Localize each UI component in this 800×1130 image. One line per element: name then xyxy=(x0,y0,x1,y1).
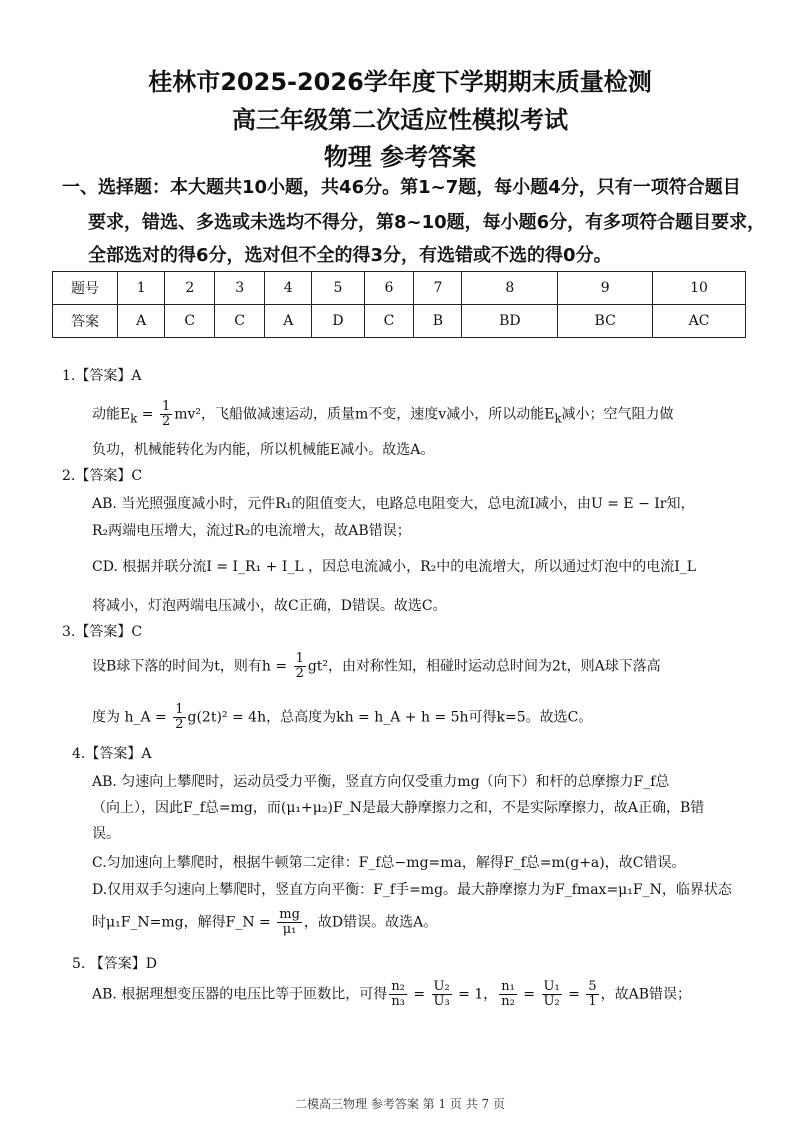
q3-explanation-line2 xyxy=(92,703,752,732)
table-cell: 10 xyxy=(653,272,746,305)
q5-explanation-line1 xyxy=(92,980,752,1009)
answer-row xyxy=(53,305,746,338)
fraction-numerator: n₂ xyxy=(391,979,405,994)
q4-explanation-line5: D.仅用双手匀速向上攀爬时，竖直方向平衡：F_f手=mg。最大静摩擦力为F_fmax=μ₁F_N，临界状态 xyxy=(92,882,732,898)
text: 设B球下落的时间为t，则有h = xyxy=(92,658,292,675)
q4-explanation-line3: 误。 xyxy=(92,826,120,842)
fraction xyxy=(586,980,598,1009)
q2-explanation-line3: CD. 根据并联分流I = I_R₁ + I_L ，因总电流减小，R₂中的电流增大，所以通过灯泡中的电流I_L xyxy=(92,559,697,575)
fraction-denominator: 2 xyxy=(161,414,171,429)
q4-answer-label: 4.【答案】A xyxy=(72,746,152,762)
q4-explanation-line1: AB. 匀速向上攀爬时，运动员受力平衡，竖直方向仅受重力mg（向下）和杆的总摩擦力F_f总 xyxy=(92,774,670,790)
text: mv²，飞船做减速运动，质量m不变，速度v减小，所以动能E xyxy=(174,406,555,423)
table-cell: B xyxy=(414,305,462,338)
q2-explanation-line4: 将减小，灯泡两端电压减小，故C正确，D错误。故选C。 xyxy=(92,598,447,614)
answer-table xyxy=(52,271,746,338)
table-cell: BC xyxy=(558,305,653,338)
table-cell: 1 xyxy=(118,272,165,305)
table-cell: C xyxy=(215,305,265,338)
fraction-denominator: n₂ xyxy=(501,994,515,1009)
table-cell: AC xyxy=(653,305,746,338)
text: = xyxy=(137,406,158,423)
text: = xyxy=(408,986,430,1003)
fraction-numerator: U₂ xyxy=(433,979,450,994)
answer-key-title: 物理 参考答案 xyxy=(323,143,477,171)
fraction xyxy=(499,980,517,1009)
fraction xyxy=(389,980,407,1009)
table-cell: 7 xyxy=(414,272,462,305)
table-cell: 9 xyxy=(558,272,653,305)
fraction-numerator: mg xyxy=(279,907,300,922)
fraction xyxy=(160,400,172,429)
text: g(2t)² = 4h，总高度为kh = h_A + h = 5h可得k=5。故选C。 xyxy=(187,709,593,726)
table-cell: C xyxy=(165,305,215,338)
text: gt²，由对称性知，相碰时运动总时间为2t，则A球下落高 xyxy=(307,658,661,675)
table-cell: 3 xyxy=(215,272,265,305)
fraction-numerator: U₁ xyxy=(543,979,560,994)
table-cell: 2 xyxy=(165,272,215,305)
table-cell: C xyxy=(364,305,414,338)
q4-explanation-line4: C.匀加速向上攀爬时，根据牛顿第二定律：F_f总−mg=ma，解得F_f总=m(g+a)，故C错误。 xyxy=(92,855,686,871)
page-footer: 二模高三物理 参考答案 第 1 页 共 7 页 xyxy=(295,1097,505,1111)
fraction-numerator: 1 xyxy=(175,702,184,717)
subscript: k xyxy=(130,411,138,426)
fraction-denominator: 2 xyxy=(295,666,304,681)
q2-answer-label: 2.【答案】C xyxy=(62,468,143,484)
q3-answer-label: 3.【答案】C xyxy=(62,624,143,640)
q2-explanation-line2: R₂两端电压增大，流过R₂的电流增大，故AB错误； xyxy=(92,523,411,539)
fraction-numerator: n₁ xyxy=(501,979,515,994)
table-cell: D xyxy=(312,305,364,338)
table-cell: 4 xyxy=(265,272,312,305)
q5-answer-label: 5. 【答案】D xyxy=(72,956,158,972)
q3-explanation-line1 xyxy=(92,652,752,681)
fraction-denominator: μ₁ xyxy=(282,922,297,937)
q1-explanation-line1 xyxy=(92,400,752,429)
q4-explanation-line6 xyxy=(92,908,752,937)
fraction-denominator: 1 xyxy=(588,994,597,1009)
row-label-number: 题号 xyxy=(53,272,118,305)
table-cell: A xyxy=(118,305,165,338)
text: 动能E xyxy=(92,406,131,423)
fraction xyxy=(294,652,306,681)
text: = xyxy=(518,986,540,1003)
question-number-row xyxy=(53,272,746,305)
fraction-numerator: 1 xyxy=(295,651,304,666)
fraction-denominator: n₃ xyxy=(391,994,405,1009)
row-label-answer: 答案 xyxy=(53,305,118,338)
fraction xyxy=(277,908,302,937)
subscript: k xyxy=(554,411,562,426)
fraction-denominator: 2 xyxy=(175,717,184,732)
exam-subtitle: 高三年级第二次适应性模拟考试 xyxy=(232,106,568,134)
fraction xyxy=(432,980,452,1009)
text: = xyxy=(563,986,585,1003)
q1-answer-label: 1.【答案】A xyxy=(62,368,142,384)
q2-explanation-line1: AB. 当光照强度减小时，元件R₁的阻值变大，电路总电阻变大，总电流I减小，由U = E − Ir知， xyxy=(92,496,695,512)
section-instructions-line1: 一、选择题：本大题共10小题，共46分。第1~7题，每小题4分，只有一项符合题目 xyxy=(62,177,741,198)
table-cell: 8 xyxy=(462,272,558,305)
text: = 1， xyxy=(453,986,498,1003)
text: 时μ₁F_N=mg，解得F_N = xyxy=(92,914,276,931)
fraction xyxy=(173,703,185,732)
text: 度为 h_A = xyxy=(92,709,172,726)
exam-title: 桂林市2025-2026学年度下学期期末质量检测 xyxy=(148,68,652,96)
q4-explanation-line2: （向上），因此F_f总=mg，而(μ₁+μ₂)F_N是最大静摩擦力之和，不是实际摩擦力，故A正确，B错 xyxy=(92,800,705,816)
table-cell: 6 xyxy=(364,272,414,305)
fraction-numerator: 5 xyxy=(588,979,597,994)
table-cell: 5 xyxy=(312,272,364,305)
section-instructions-line3: 全部选对的得6分，选对但不全的得3分，有选错或不选的得0分。 xyxy=(88,245,612,266)
text: 减小；空气阻力做 xyxy=(561,406,674,423)
fraction-denominator: U₂ xyxy=(543,994,560,1009)
table-cell: A xyxy=(265,305,312,338)
text: ，故D错误。故选A。 xyxy=(303,914,438,931)
fraction xyxy=(542,980,562,1009)
fraction-numerator: 1 xyxy=(161,399,171,414)
text: AB. 根据理想变压器的电压比等于匝数比，可得 xyxy=(92,986,388,1003)
fraction-denominator: U₃ xyxy=(433,994,450,1009)
text: ，故AB错误； xyxy=(600,986,691,1003)
table-cell: BD xyxy=(462,305,558,338)
q1-explanation-line2: 负功，机械能转化为内能，所以机械能E减小。故选A。 xyxy=(92,442,435,458)
section-instructions-line2: 要求，错选、多选或未选均不得分，第8~10题，每小题6分，有多项符合题目要求， xyxy=(88,212,766,233)
